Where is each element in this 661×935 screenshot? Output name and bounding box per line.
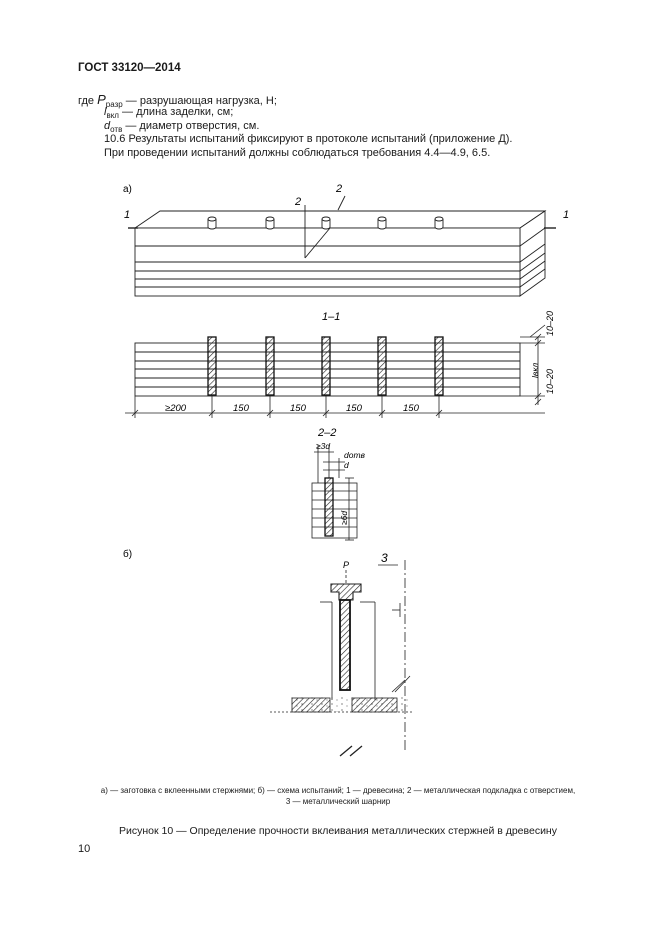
paragraph-requirements: При проведении испытаний должны соблюдаться требования 4.4—4.9, 6.5. [104, 147, 491, 159]
d-symbol: d [104, 120, 111, 132]
p-symbol: P [97, 92, 106, 107]
blank-isometric [128, 211, 556, 296]
dim-200: ≥200 [165, 403, 187, 414]
section-2-2-label: 2–2 [318, 427, 337, 439]
figure-caption [78, 785, 598, 807]
dim-3d: ≥3d [316, 441, 331, 451]
metal-support-plate [352, 698, 397, 712]
mark-3: 3 [381, 551, 388, 565]
paragraph-10-6: 10.6 Результаты испытаний фиксируют в протоколе испытаний (приложение Д). [104, 133, 513, 145]
section-1-1-label: 1–1 [322, 311, 341, 323]
d-text: — диаметр отверстия, см. [122, 120, 260, 132]
dim-6d: ≥6d [339, 510, 349, 525]
rod-under-test [340, 600, 350, 690]
d-sub: отв [110, 125, 123, 135]
dim-10-20-top: 10–20 [545, 310, 555, 336]
rod-section-2-2 [325, 478, 333, 536]
dim-150-4: 150 [403, 403, 419, 414]
dim-150-3: 150 [346, 403, 362, 414]
dim-10-20-bottom: 10–20 [545, 368, 555, 394]
mark-2-arrow: 2 [295, 196, 302, 208]
page-number: 10 [78, 843, 91, 855]
label-a: а) [123, 184, 132, 195]
figure-title: Рисунок 10 — Определение прочности вклеивания металлических стержней в древесину [119, 825, 557, 837]
dim-150-2: 150 [290, 403, 306, 414]
mark-2-top: 2 [336, 183, 343, 195]
p-text: — разрушающая нагрузка, Н; [122, 95, 277, 107]
caption-line-1: а) — заготовка с вклеенными стержнями; б) — схема испытаний; 1 — древесина; 2 — металлическая подкладка с отверстием, [100, 786, 576, 795]
l-text: — длина заделки, см; [118, 106, 234, 118]
l-symbol: l [104, 106, 107, 118]
label-b: б) [123, 549, 133, 560]
load-mark: P [343, 560, 350, 570]
dimension-lines-1-1 [125, 325, 545, 418]
dim-d: d [344, 460, 349, 470]
where-prefix: где [78, 95, 98, 107]
dim-lvkl: lвкл [530, 362, 540, 378]
mark-1-left: 1 [124, 209, 131, 221]
mark-1-right: 1 [563, 209, 570, 221]
dim-dotv: dотв [344, 450, 365, 460]
standard-header: ГОСТ 33120—2014 [78, 62, 181, 74]
dim-150-1: 150 [233, 403, 249, 414]
caption-line-2: 3 — металлический шарнир [285, 797, 391, 806]
embedded-rods [208, 337, 443, 395]
p-sub: разр [105, 100, 123, 110]
metal-support-plate-left [292, 698, 330, 712]
l-sub: вкл [106, 111, 119, 121]
